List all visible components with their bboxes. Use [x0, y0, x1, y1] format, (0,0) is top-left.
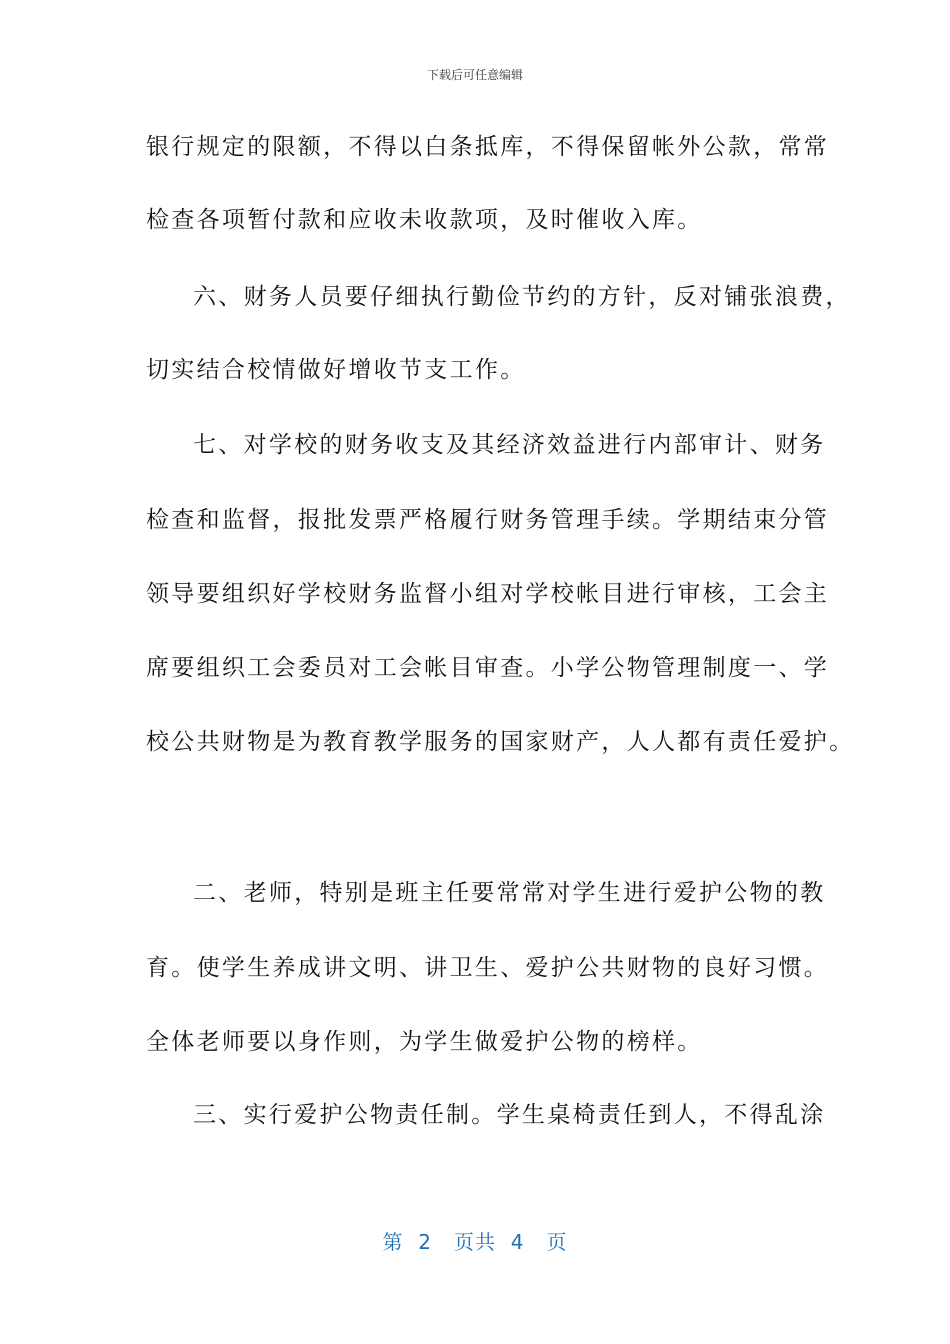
page-header: 下载后可任意编辑 — [426, 68, 523, 82]
body-line-8: 席要组织工会委员对工会帐目审查。小学公物管理制度一、学 — [146, 655, 830, 681]
body-line-7: 领导要组织好学校财务监督小组对学校帐目进行审核，工会主 — [146, 581, 830, 607]
body-line-2: 检查各项暂付款和应收未收款项，及时催收入库。 — [146, 207, 703, 233]
body-line-3: 六、财务人员要仔细执行勤俭节约的方针，反对铺张浪费， — [193, 284, 851, 310]
page-number-footer: 第 2 页共 4 页 — [382, 1230, 568, 1254]
body-line-5: 七、对学校的财务收支及其经济效益进行内部审计、财务 — [193, 432, 826, 458]
body-line-13: 三、实行爱护公物责任制。学生桌椅责任到人，不得乱涂 — [193, 1102, 826, 1128]
body-line-4: 切实结合校情做好增收节支工作。 — [146, 357, 526, 383]
body-line-6: 检查和监督，报批发票严格履行财务管理手续。学期结束分管 — [146, 507, 830, 533]
body-line-11: 育。使学生养成讲文明、讲卫生、爱护公共财物的良好习惯。 — [146, 955, 830, 981]
body-line-1: 银行规定的限额，不得以白条抵库，不得保留帐外公款，常常 — [146, 134, 830, 160]
body-line-10: 二、老师，特别是班主任要常常对学生进行爱护公物的教 — [193, 880, 826, 906]
body-line-9: 校公共财物是为教育教学服务的国家财产，人人都有责任爱护。 — [146, 729, 855, 755]
body-line-12: 全体老师要以身作则，为学生做爱护公物的榜样。 — [146, 1029, 703, 1055]
